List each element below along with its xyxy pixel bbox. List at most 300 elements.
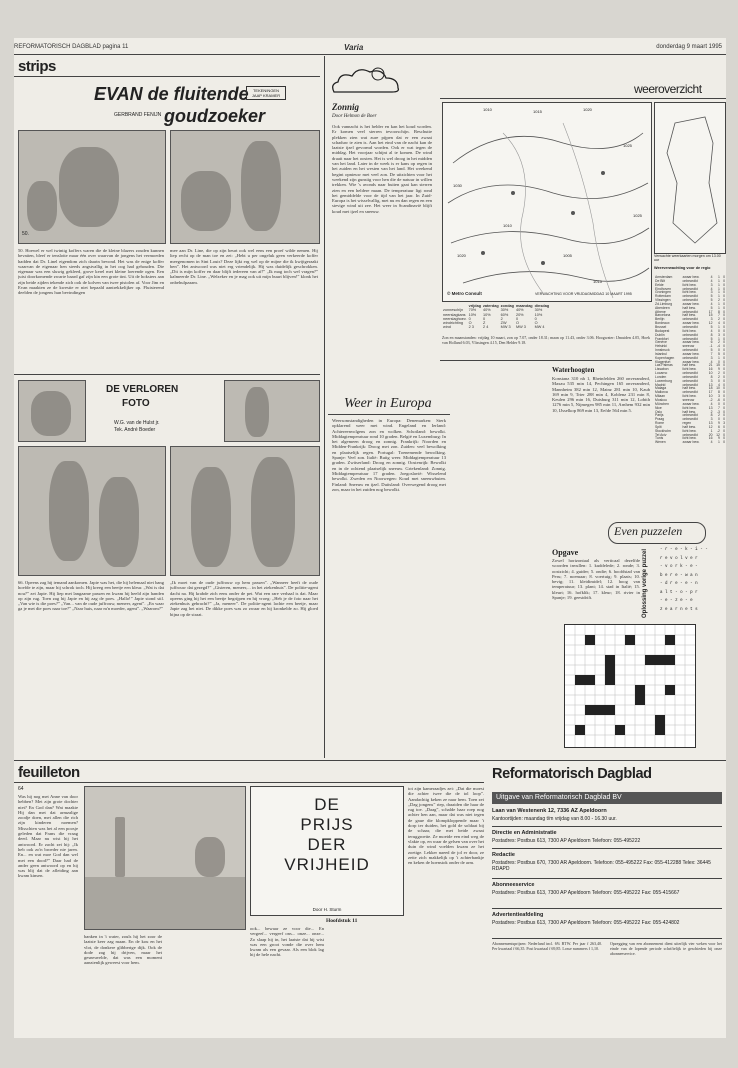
advert-title: Advertentieafdeling [492,912,544,918]
feuilleton-chapter: Hoofdstuk 11 [326,918,358,924]
city-cell: onbewolkt [682,309,698,314]
forecast-cell: neerslaghoev. [443,316,467,321]
city-cell: onbewolkt [682,432,698,437]
feuilleton-col4: tot zijn kameraadjes zei: „Dat die moest die achter twee die de tol loop”. Aandachtig keken ze naar hem. Toen zei „Dag jongens” riep, draaiden die haar de rug toe. „Daag”, schalde haar roep nog achter hen aan, maar dat was niet tegen de gaue die klompkloppende maar 't dorp ter duiden, het gold de soldaat bij de schaar, die met beide zwaai teruggroette. Ze moeide een eind weg de vlakte op, en waar de gelsen van over het duin de wind voelden kwam ze het zoetige. Lekker naeed de jol er door, ze zette zich makkelijk op 't achterbankje en keken de hoenstok onder de arm. [408,786,484,866]
forecast-cell: 10% [468,312,477,317]
city-cell: Split [655,424,662,429]
city-cell: Frankfort [655,336,669,341]
colofon-title: Reformatorisch Dagblad [492,766,652,782]
abonnee-text: Postadres: Postbus 613, 7300 AP Apeldoorn Telefoon: 055-495222 Fax: 055-415667 [492,890,680,896]
feuilleton-title-1: DE [314,795,340,814]
city-cell: 10 [708,371,713,376]
evan-panel-right [170,130,320,244]
city-cell: Wenen [655,440,666,445]
evan-title-2: goudzoeker [164,106,266,126]
foto-text-left: 66. Opeens zag hij iemand aankomen. Japie was het, die hij helemaal niet bang hoefde te zijn, maar hij schrok toch. Hij kreeg een beetje een kleur. „Wat is dat nou?” zei Japie. Hij liep met langzame passen en kwam hij heeld zijn handen op zijn rug. Toen zag hij Japie en hij zag de poes. „Hallo!” Japie stond stil. „Van wie is die poes?” „Van... van de oude juffrouw, meneer, agent”. „En waar ga je met die poes naar toe?” „Naar huis, naar m'n moeder, agent”. „Waarom?” [18,580,164,612]
feuilleton-col2: banken in 't water, zouls hij het zoor de laatste keer zag maan. En de kou en het vlot, de donkere glibberige dijk. Ook de dode zag hij drijven, maar het gesneuvelde, dat was een moment aanzienlijk geweest voor hem. [84,934,162,966]
city-cell: 0 [723,282,725,287]
city-cell: 6 [710,340,713,345]
forecast-header-cell: maandag [515,304,533,308]
city-cell: 7 [710,351,713,356]
forecast-cell: 60% [500,312,509,317]
city-cell: 5 [710,294,713,299]
city-cell: 1 [710,428,713,433]
city-cell: Budapest [655,328,670,333]
isobar-label-2: 1020 [583,107,592,112]
city-cell: zwaar bew. [682,440,700,445]
forecast-cell: 2 4 [483,325,489,330]
city-cell: Zd.Limburg [655,301,673,306]
foto-credits-1: W.G. van de Hulst jr. [114,420,160,426]
even-puzzelen-title: Even puzzelen [614,524,683,538]
weather-map-isobars [443,103,651,301]
city-cell: De Bilt [655,278,665,283]
city-cell: Oslo [655,409,662,414]
city-cell: onbewolkt [682,324,698,329]
city-cell: 5 [710,348,713,353]
city-cell: 0 [723,413,725,418]
city-cell: 2 [718,371,720,376]
city-cell: sneeuw [682,398,695,402]
city-cell: Londen [655,374,667,379]
city-cell: -3 [716,409,720,414]
city-cell: Nice [655,405,662,410]
city-cell: half bew. [682,424,696,429]
city-cell: 0 [723,428,725,433]
city-cell: onbewolkt [682,390,698,395]
city-cell: 1 [718,275,720,279]
city-cell: 5 [718,351,720,356]
zonnig-text: Ook vannacht is het helder en kan het koud worden. Er komen veel sterren tevoorschijn. Beschutte plekken zien wat zure pijpen dat er een zwaai schaduw te zien is. Aan het eind van de nacht kan de laatste ijzel gevormd worden. Ook er wat tegen de middag. Het voorjaar schijnt al te komen. De wind draait naar het oosten. Het is wel droog in het midden van het land. Later in de week is er kans op regen in het zuiden en het westen van het land. Het weekend begint opnieuw met veel zon. De uitzichten voor het weekend zijn gunstig voor hen die de natuur in willen trekken. Wie 's avonds naar buiten gaat kan sterren zien en een heldere maan. De temperatuur ligt rond het gemiddelde voor de tijd van het jaar. In Zuid-Europa is het wisselvallig, met nu en dan regen en een stevige wind uit zee. Het weer in Scandinavië blijft koud met ijzel en sneeuw. [332,124,432,214]
city-cell: Stockholm [655,428,671,433]
foto-title-2: FOTO [122,398,150,409]
solution-line: - r - e - k - i - - [660,548,708,552]
crossword-grid[interactable] [564,624,696,748]
city-cell: Brussel [655,324,667,329]
feuilleton-title-4: VRIJHEID [284,855,370,874]
city-cell: Innsbruck [655,348,670,353]
city-cell: 4 [710,401,713,406]
city-cell: Berlijn [655,317,665,322]
foto-credits-2: Tek. André Boeder [114,427,156,433]
forecast-cell: wind [443,325,451,330]
foto-panel-right [170,446,320,576]
city-cell: 7 [718,313,720,318]
city-cell: 0 [718,348,720,353]
city-cell: 15 [708,313,713,318]
city-cell: 12 [716,432,720,437]
city-cell: 1 [718,286,720,291]
isobar-label-7: 1015 [593,279,602,284]
city-cell: 1 [718,278,720,283]
city-cell: Athene [655,309,666,314]
city-cell: 5 [710,324,713,329]
waterhoogten-text: Konstanz 310 nh 1, Rheinfelden 260 onveranderd, Maxau 535 min 14, Pechingen 165 onveranderd, Mannheim 382 min 12, Mainz 281 min 10, Kaub 169 min 9, Trier 288 min 4, Koblenz 231 min 8, Keulen 296 min 16, Duisburg 311 min 12, Lobith 1276 min 5, Nijmegen 985 min 11, Arnhem 932 min 10, IJsselkop 869 min 13, Eefde 564 min 5. [552,376,650,413]
weather-map [442,102,652,302]
city-cell: 0 [723,432,725,437]
section-strips: strips [18,58,56,75]
city-cell: onbewolkt [682,286,698,291]
city-cell: 20 [708,432,713,437]
colofon-address: Laan van Westenenk 12, 7336 AZ Apeldoorn [492,808,607,814]
city-cell: -6 [716,398,720,402]
city-cell: 0 [723,359,725,364]
city-cell: 10 [716,386,720,391]
city-cell: Eindhoven [655,286,672,291]
city-cell: onbewolkt [682,378,698,383]
forecast-cell: MW 3 [515,325,526,330]
city-cell: -2 [709,398,713,402]
city-cell: Klagenfurt [655,359,671,364]
weather-cloud-sun-icon [328,62,406,96]
city-cell: 15 [716,363,720,368]
city-cell: 13 [708,382,713,387]
solution-label: Oplossing vorige puzzel [642,548,648,618]
city-cell: 0 [723,324,725,329]
newspaper-page [14,38,726,1038]
city-cell: 6 [718,424,720,429]
foto-title-panel [18,380,86,442]
city-cell: 0 [723,378,725,383]
city-cell: Milaan [655,394,665,399]
city-cell: licht bew. [682,436,697,441]
forecast-table [442,304,550,330]
city-cell: zwaar bew. [682,301,700,306]
city-cell: half bew. [682,386,696,391]
city-cell: 0 [723,305,725,310]
city-cell: 8 [718,390,720,395]
isobar-label-5: 1025 [633,213,642,218]
forecast-header-cell: zondag [500,304,514,308]
city-cell: 0 [723,374,725,379]
feuilleton-byline: Door H. Sturm [312,907,342,912]
city-cell: 9 [718,421,720,426]
small-weather-map [654,102,726,254]
directie-title: Directie en Administratie [492,830,557,836]
city-cell: 1 [718,290,720,295]
forecast-cell: 0 [534,316,537,321]
feuilleton-title-2: PRIJS [300,815,354,834]
city-cell: Parijs [655,413,664,418]
city-cell: 4 [710,440,713,445]
city-cell: 8 [718,309,720,314]
forecast-cell: 30% [500,308,509,313]
city-cell: Praag [655,417,665,422]
forecast-cell: neerslagkans [443,312,466,317]
city-cell: 17 [708,309,713,314]
forecast-cell: ZW [500,321,507,326]
city-cell: 4 [710,328,713,333]
city-cell: 1 [718,301,720,306]
city-cell: 0 [723,367,725,372]
feuilleton-number: 64 [18,786,24,792]
city-cell: 2 [718,298,720,303]
zonnig-byline: Door Helmon de Boer [332,114,377,119]
forecast-cell: Z [483,321,486,326]
city-cell: 0 [723,290,725,295]
solution-line: r e v o l v e r [660,556,698,561]
city-cell: 0 [723,294,725,299]
city-cell: 0 [723,344,725,349]
evan-title-1: EVAN de fluitende [94,84,249,104]
city-cell: sneeuw [682,344,695,349]
feuilleton-title-3: DER [307,835,347,854]
city-cell: 4 [710,278,713,283]
evan-author: GERBRAND FENIJN [114,112,162,118]
city-cell: 1 [718,440,720,445]
evan-episode: 50. [22,231,29,237]
redactie-title: Redactie [492,852,515,858]
forecast-cell: 0 [483,316,486,321]
city-cell: 2 [718,340,720,345]
foto-panel-left [18,446,166,576]
foto-panel-small [224,380,320,442]
header-right: donderdag 9 maart 1995 [656,44,722,50]
forecast-cell: 40% [483,308,491,313]
city-cell: Madrid [655,382,666,387]
city-cell: 0 [723,317,725,322]
map-credit: © Metro Consult [447,291,482,296]
city-cell: Aberdeen [655,305,670,310]
solution-line: - d r e - e - n [660,582,698,586]
city-cell: onbewolkt [682,355,698,360]
city-cell: 0 [723,301,725,306]
city-cell: zwaar bew. [682,401,700,406]
city-cell: 0 [723,275,725,279]
opgave-text: Zowel horizontaal als verticaal dezelfde woorden invullen: 1. kuddelede; 2. ronde; 3. oostzicht; 4. guider; 5. ondie; 6. hoofdstad van Peru; 7. noemaar; 8. voertuig; 9. plaats; 10. bevig; 11. kleidimidel; 12. hoog van temperatuur; 13. plant; 14. stad in Italië; 15. kleurt; 16. hofklik; 17. kleur; 18. rivier in Spanje; 19. geestdrift. [552,558,640,601]
solution-grid [660,546,722,616]
city-cell: onbewolkt [682,417,698,422]
city-cell: 0 [723,348,725,353]
feuilleton-col1: Was hij nog met Anne van door hebben? Met zijn grote dochter niet? En God dan? Wat maakte Hij dan met dat armzalige zoodje doen, met allen die rich zijn kinderen noemen? Misschien was het al een poosje geleden dat Frans die vraag deed. Maar nu wist hij het antwoord. Er zacht zei hij: „Ik heb ook zo'n broeder nie jaren. En... en wat moe God dan wel met een dood?” Daar had de ander geen antwoord op en hij was blij dat de afleiding aan kwam kinsen. [18,794,78,879]
crossword-lines [565,625,695,747]
advert-text: Postadres: Postbus 613, 7300 AP Apeldoorn Telefoon: 055-495222 Fax: 055-424802 [492,920,680,926]
city-cell: -4 [716,344,720,349]
city-cell: Las Palmas [655,363,673,368]
city-cell: 1 [718,324,720,329]
city-cell: 4 [718,382,720,387]
city-cell: 1 [718,294,720,299]
city-cell: 0 [723,309,725,314]
city-cell: -1 [709,344,713,349]
weeroverzicht-title: weeroverzicht [634,82,702,96]
city-cell: Tel Aviv [655,432,667,437]
map-caption: VERWACHTING VOOR VRIJDAGMIDDAG 10 MAART 1995 [535,292,632,296]
city-cell: 4 [710,286,713,291]
forecast-cell: 40% [515,308,524,313]
city-cell: 13 [708,405,713,410]
forecast-cell: zonneschijn [443,308,464,313]
solution-line: a l t - o - p r [660,590,698,595]
city-cell: 0 [723,417,725,422]
city-cell: 5 [710,298,713,303]
city-cell: 0 [723,398,725,402]
city-cell: 2 [718,374,720,379]
city-cell: Istanbul [655,351,667,356]
city-cell: Helsinki [655,344,667,349]
city-cell: 3 [710,290,713,295]
forecast-header-cell: zaterdag [483,304,499,308]
city-cell: 3 [710,282,713,287]
isobar-label-3: 1025 [623,143,632,148]
city-cell: Locarno [655,371,668,376]
forecast-header-cell: vrijdag [468,304,482,308]
city-cell: Dublin [655,332,665,337]
isobar-label-8: 1010 [503,223,512,228]
feuilleton-col3b [328,926,402,1034]
evan-text-left: 50. Hoewel er wel twintig koffers waren die de kleine blazers zouden kunnen bevatten, bleef er tenslotte maar één over waarvan de jongens het vermoeden hadden dat Dr. Linel eigendom zich daarin bevond. Het was de enige koffer waarvan de eigenaar hen steeds angstvallig in het oog had gehouden. Die eigenaar was een sluwig gekleed, grove kerel met kleine loerende ogen. Een juist doorkomende zwarte baard gaf zijn kin een grote tint. Uit de hoksters aan zijn beide zijden tekende zich ook de kolven van twee pistolen af. Voor Jim en Evan maakten ze de kwestie er niet bepaald aantrekkelijker op. Fluisterend deelden de jongens hun bevindingen [18,248,164,296]
waterhoogten-title: Waterhoogten [552,366,595,374]
city-cell: 7 [718,405,720,410]
city-cell: onbewolkt [682,317,698,322]
city-cell: Luxemburg [655,378,672,383]
city-cell: Tunis [655,436,664,441]
city-cell: 2 [710,409,713,414]
directie-text: Postadres: Postbus 613, 7300 AP Apeldoorn Telefoon: 055-495222 [492,838,641,844]
city-cell: 0 [718,328,720,333]
city-cell: Lissabon [655,367,669,372]
city-cell: 0 [723,355,725,360]
city-cell: 0 [723,440,725,445]
netherlands-map-outline [655,103,725,253]
forecast-cell: O [468,321,472,326]
city-cell: 0 [723,394,725,399]
sun-moon-text: Zon en maanstanden: vrijdag 10 maart, zon op 7.07, onder 18.31; maan op 11.43, onder 3.06. Hoogwater: IJmuiden 4.05, Hoek van Holland 6.03, Vlissingen 4.15, Den Helder 9.18. [442,336,650,345]
city-cell: -2 [716,428,720,433]
city-cell: half bew. [682,363,696,368]
city-cell: 16 [708,436,713,441]
city-cell: München [655,401,669,406]
city-cell: half bew. [682,409,696,414]
weer-europa-title: Weer in Europa [344,396,432,411]
city-cell: onbewolkt [682,371,698,376]
city-cell: 8 [710,332,713,337]
city-cell: 10 [708,394,713,399]
city-cell: licht bew. [682,290,697,295]
city-cell: onbewolkt [682,332,698,337]
feuilleton-col3: ook... bewaar ze voor die... En vergeef... vergeef ons... onze... onze... Zo slaap hij in, het laatste dat hij wist was een groot vonde die over hem kwam als een gevaar. Als een blok lag hij de hele nacht. [250,926,324,958]
city-cell: half bew. [682,305,696,310]
city-cell: 0 [723,336,725,341]
forecast-cell: O [534,321,538,326]
city-cell: 8 [710,413,713,418]
city-cell: licht bew. [682,282,697,287]
forecast-row [442,325,550,329]
forecast-cell: MW 3 [500,325,511,330]
cities-table [654,276,726,445]
city-cell: 4 [718,321,720,326]
city-cell: 0 [723,313,725,318]
city-cell: 21 [708,363,713,368]
city-cell: 12 [708,321,713,326]
city-cell: 0 [723,363,725,368]
solution-line: - v o r k - e - [660,565,698,569]
city-cell: 0 [723,401,725,406]
city-cell: 3 [718,394,720,399]
feuilleton-photo [84,786,246,930]
city-cell: 0 [723,371,725,376]
city-cell: 0 [723,286,725,291]
city-cell: 0 [718,378,720,383]
city-cell: 18 [708,386,713,391]
city-cell: licht bew. [682,405,697,410]
city-cell: 8 [710,374,713,379]
zonnig-title: Zonnig [332,102,360,112]
solution-line: - e - z e - e [660,599,693,603]
city-cell: 9 [718,367,720,372]
city-cell: 3 [718,332,720,337]
city-cell: 0 [723,278,725,283]
forecast-cell: 2 [500,316,503,321]
section-feuilleton: feuilleton [18,764,80,781]
city-cell: 17 [708,390,713,395]
city-cell: 0 [723,332,725,337]
city-cell: Bordeaux [655,321,670,326]
city-cell: Eelde [655,282,664,287]
city-cell: zwaar bew. [682,351,700,356]
city-cell: Groningen [655,290,671,295]
feuilleton-col2b [166,934,244,1034]
city-cell: 0 [723,409,725,414]
city-cell: licht bew. [682,394,697,399]
city-cell: Malaga [655,386,667,391]
city-cell: Kopenhagen [655,355,675,360]
city-cell: onbewolkt [682,336,698,341]
city-cell: 0 [723,405,725,410]
redactie-text: Postadres: Postbus 670, 7300 AR Apeldoorn. Telefoon: 055-495222 Fax: 055-412288 Telex: 36445 RDAPD [492,860,711,872]
abonnee-title: Abonneeservice [492,882,535,888]
city-cell: 0 [723,340,725,345]
forecast-cell: 10% [534,312,543,317]
city-cell: 2 [718,317,720,322]
feuilleton-title-box [250,786,404,916]
foto-title-1: DE VERLOREN [106,384,179,395]
city-cell: onbewolkt [682,278,698,283]
city-cell: zwaar bew. [682,275,700,279]
city-cell: onbewolkt [682,382,698,387]
city-cell: zwaar bew. [682,359,700,364]
colofon-hours: Kantoortijden: maandag t/m vrijdag van 8.00 - 16.30 uur. [492,816,617,822]
city-cell: onbewolkt [682,348,698,353]
forecast-title: Weerverwachting voor de regio [654,266,711,270]
city-cell: onbewolkt [682,298,698,303]
forecast-header-cell: dinsdag [534,304,550,308]
weer-europa-text: Weersomstandigheden in Europa: Denemarken: Sterk opklarend weer met wind. Engeland en Ierland: Achtereenvolgens zon en wolken. Schotland: bewolkt. Middagtemperatuur rond 10 graden. België en Luxemburg: In het algemeen droog en zonnig. Frankrijk: Noorden en Midden-Frankrijk: Droog met zon. Zuiden: veel bewolking en plaatselijk regen. Portugal: Toenemende bewolking. Spanje: Veel zon. Italië: Buiig weer. Middagtemperatuur 13 graden. Zwitserland: Droog en zonnig. Oostenrijk: Bewolkt en in de ochtend plaatselijk sneeuw. Griekenland: Zonnig. Middagtemperatuur 17 graden. Joegoslavië: Wisselend bewolkt. Zweden en Noorwegen: Koud met sneeuwbuien. Finland: Sneeuw en ijzel. Duitsland: Overwegend droog met zon, maar in het zuiden nog bewolkt. [332,418,446,492]
city-cell: 12 [708,424,713,429]
city-cell: 3 [710,355,713,360]
forecast-cell: 30% [534,308,543,313]
city-cell: 0 [723,424,725,429]
city-cell: onbewolkt [682,374,698,379]
city-cell: Rotterdam [655,294,671,299]
forecast-cell: 2 3 [468,325,474,330]
evan-text-right: mee aan Dr. Line, die op zijn beurt ook wel eens een proef wilde nemen. Hij liep recht op de man toe en zei: „Hebt u per ongeluk geen verkeerde koffer meegenomen in Sint Louis? Deze lijkt erg wel op de mijne die ik kwijtgeraakt ben”. Het antwoord was niet erg vriendelijk. Hij was duidelijk geschrokken. „Dit is mijn koffer en daar blijft iedereen van af!” „Ik mag toch wel vragen?” kalmeerde Dr. Line. „Welzeker en je mag ook uit mijn buurt blijven!” klonk het onbehulpzaam. [170,248,318,285]
city-cell: Moskou [655,398,667,402]
city-cell: 13 [708,421,713,426]
solution-line: b e r e - w a n [660,573,698,578]
city-cell: 0 [723,321,725,326]
city-cell: 3 [710,417,713,422]
city-cell: Barcelona [655,313,671,318]
city-cell: regen [682,421,692,426]
forecast-cell: 20% [515,312,524,317]
isobar-label-4: 1030 [453,183,462,188]
city-cell: licht bew. [682,428,697,433]
city-cell: 2 [718,413,720,418]
city-cell: 0 [723,298,725,303]
isobar-label-6: 1020 [457,253,466,258]
foto-text-right: „Ik moet van de oude juffrouw op hem passen”. „Wanneer heeft de oude juffrouw dat gezegd?” „Gisteren, meneer,... in het ziekenhuis”. De politie-agent dacht na. Hij krabde zich eens onder de pet. Wat een rare verhaal is dat. Maar opeens ging hij het een beetje begrijpen en hij vroeg: „Heb je de foto naar het ziekenhuis gebracht?” „Ja, meneer”. De politie-agent lachte een beetje, maar Japie zag het niet. De dikke poes was zo zwaar en hij kronkelde zo. Hij gloed bijna op de straat. [170,580,318,617]
